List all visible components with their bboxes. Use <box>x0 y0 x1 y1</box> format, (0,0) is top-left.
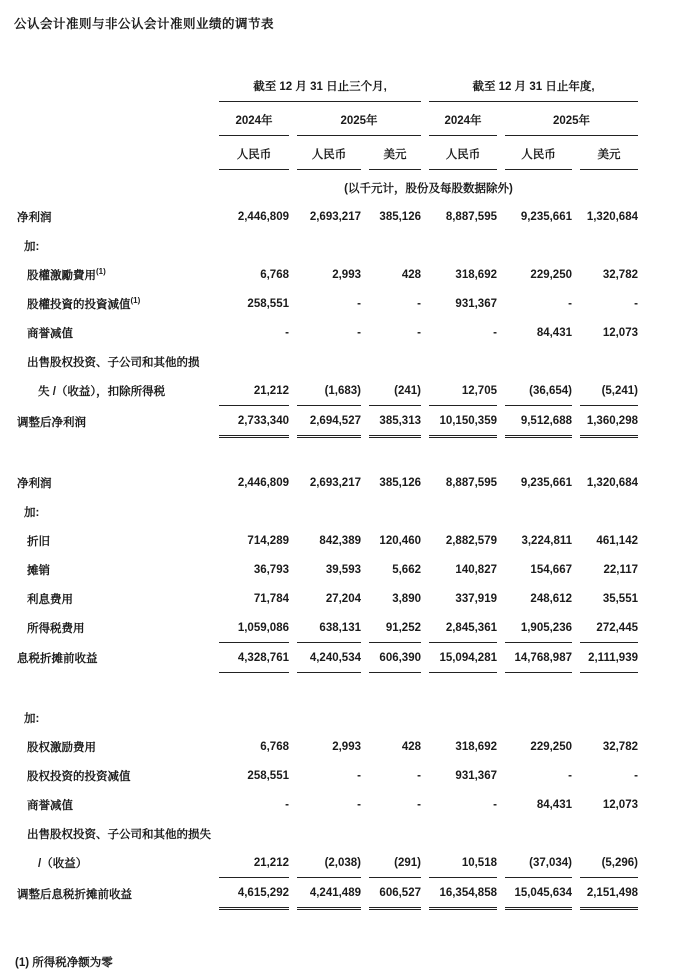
value-cell: 461,142 <box>596 534 638 547</box>
value-cell: 16,354,858 <box>429 878 497 910</box>
value-cell: 9,512,688 <box>505 406 572 438</box>
row-label: 失 /（收益），扣除所得税 <box>38 386 166 398</box>
value-cell: - <box>493 798 497 811</box>
value-cell: 5,662 <box>392 563 421 576</box>
value-cell: 36,793 <box>253 563 289 576</box>
row-label: 折旧 <box>27 535 50 548</box>
value-cell <box>429 819 497 848</box>
value-cell: 8,887,595 <box>445 210 497 223</box>
value-cell: 12,073 <box>602 798 638 811</box>
value-cell: 337,919 <box>455 592 497 605</box>
value-cell: 2,993 <box>332 268 361 281</box>
value-cell: (241) <box>369 376 421 406</box>
value-cell: 2,733,340 <box>219 406 289 438</box>
value-cell <box>429 347 497 376</box>
row-label: 股權激勵費用$^{(1)}$ <box>27 266 106 282</box>
value-cell: - <box>568 769 572 782</box>
value-cell <box>580 703 638 732</box>
row-label: 出售股权投资、子公司和其他的损失 <box>27 828 211 841</box>
value-cell: 2,446,809 <box>237 476 289 489</box>
value-cell: 385,313 <box>369 406 421 438</box>
value-cell: (1,683) <box>297 376 361 406</box>
year-header: 2025年 <box>505 102 638 136</box>
value-cell: (291) <box>369 848 421 878</box>
value-cell: (5,296) <box>580 848 638 878</box>
value-cell <box>297 231 361 260</box>
row-label: 净利润 <box>17 211 52 224</box>
currency-header: 人民币 <box>505 136 572 170</box>
value-cell: 15,094,281 <box>429 643 497 673</box>
value-cell: 842,389 <box>319 534 361 547</box>
value-cell: - <box>357 798 361 811</box>
row-label: 股權投資的投資減值$^{(1)}$ <box>27 295 141 311</box>
value-cell: 8,887,595 <box>445 476 497 489</box>
value-cell: 21,212 <box>219 376 289 406</box>
value-cell <box>505 497 572 526</box>
value-cell <box>219 703 289 732</box>
value-cell: 2,111,939 <box>580 643 638 673</box>
value-cell <box>505 231 572 260</box>
value-cell: 9,235,661 <box>520 476 572 489</box>
value-cell <box>369 497 421 526</box>
currency-header: 美元 <box>369 136 421 170</box>
value-cell <box>505 819 572 848</box>
year-header: 2024年 <box>429 102 497 136</box>
value-cell: (37,034) <box>505 848 572 878</box>
value-cell <box>580 347 638 376</box>
value-cell <box>297 819 361 848</box>
row-label: 净利润 <box>17 477 52 490</box>
value-cell: - <box>417 326 421 339</box>
value-cell <box>580 819 638 848</box>
value-cell: 2,993 <box>332 740 361 753</box>
currency-header: 美元 <box>580 136 638 170</box>
value-cell: 6,768 <box>260 740 289 753</box>
value-cell: - <box>634 769 638 782</box>
value-cell: 258,551 <box>247 769 289 782</box>
value-cell: 9,235,661 <box>520 210 572 223</box>
value-cell: 140,827 <box>455 563 497 576</box>
value-cell: 2,845,361 <box>429 613 497 643</box>
value-cell <box>429 703 497 732</box>
value-cell: 1,320,684 <box>586 210 638 223</box>
row-label: 股权激励费用 <box>27 741 96 754</box>
value-cell: 91,252 <box>369 613 421 643</box>
value-cell: - <box>357 297 361 310</box>
value-cell: - <box>357 769 361 782</box>
value-cell: 248,612 <box>530 592 572 605</box>
value-cell: 385,126 <box>379 476 421 489</box>
row-label: 息税折摊前收益 <box>17 653 98 665</box>
value-cell: 120,460 <box>379 534 421 547</box>
value-cell: 2,882,579 <box>445 534 497 547</box>
value-cell: - <box>285 798 289 811</box>
value-cell: 12,705 <box>429 376 497 406</box>
value-cell: 318,692 <box>455 740 497 753</box>
value-cell: 272,445 <box>580 613 638 643</box>
value-cell <box>369 231 421 260</box>
value-cell <box>219 497 289 526</box>
value-cell: - <box>634 297 638 310</box>
value-cell: - <box>568 297 572 310</box>
value-cell: - <box>417 769 421 782</box>
reconciliation-table <box>6 68 646 910</box>
footnote: (1) 所得税净额为零 <box>15 957 113 969</box>
value-cell: 14,768,987 <box>505 643 572 673</box>
value-cell: 3,890 <box>392 592 421 605</box>
row-label: 加: <box>24 506 40 519</box>
value-cell: 35,551 <box>602 592 638 605</box>
value-cell <box>580 231 638 260</box>
table-body <box>14 202 638 910</box>
value-cell: (5,241) <box>580 376 638 406</box>
value-cell: - <box>493 326 497 339</box>
value-cell: 1,059,086 <box>219 613 289 643</box>
value-cell <box>369 819 421 848</box>
period-group-header: 截至 12 月 31 日止三个月, <box>219 68 421 102</box>
value-cell <box>505 347 572 376</box>
value-cell <box>369 347 421 376</box>
row-label: /（收益） <box>38 858 88 870</box>
value-cell <box>219 819 289 848</box>
year-header: 2025年 <box>297 102 421 136</box>
value-cell: 6,768 <box>260 268 289 281</box>
value-cell <box>505 703 572 732</box>
value-cell: 22,117 <box>603 563 638 576</box>
value-cell: 2,446,809 <box>237 210 289 223</box>
row-label: 调整后息税折摊前收益 <box>17 889 132 901</box>
section-spacer <box>14 438 638 468</box>
value-cell: 428 <box>401 268 421 281</box>
value-cell <box>429 497 497 526</box>
year-header: 2024年 <box>219 102 289 136</box>
value-cell: 931,367 <box>455 769 497 782</box>
value-cell: 2,693,217 <box>309 210 361 223</box>
row-label: 股权投资的投资减值 <box>27 770 131 783</box>
row-label: 所得税费用 <box>27 623 85 635</box>
value-cell: 638,131 <box>297 613 361 643</box>
section-spacer <box>14 673 638 703</box>
row-label: 商誉减值 <box>27 327 73 340</box>
value-cell <box>369 703 421 732</box>
value-cell: 258,551 <box>247 297 289 310</box>
value-cell: 27,204 <box>325 592 361 605</box>
value-cell: 714,289 <box>247 534 289 547</box>
value-cell <box>219 231 289 260</box>
value-cell: 385,126 <box>379 210 421 223</box>
value-cell: 4,615,292 <box>219 878 289 910</box>
value-cell: 318,692 <box>455 268 497 281</box>
row-label: 出售股权投资、子公司和其他的损 <box>27 356 200 369</box>
value-cell: 154,667 <box>530 563 572 576</box>
value-cell <box>580 497 638 526</box>
value-cell: 21,212 <box>219 848 289 878</box>
unit-note: (以千元计，股份及每股数据除外) <box>344 183 513 195</box>
value-cell: 1,905,236 <box>505 613 572 643</box>
table-header <box>14 68 638 202</box>
value-cell: - <box>357 326 361 339</box>
currency-header: 人民币 <box>297 136 361 170</box>
value-cell: 32,782 <box>602 268 638 281</box>
value-cell: 71,784 <box>253 592 289 605</box>
value-cell: 3,224,811 <box>521 534 572 547</box>
value-cell: 606,390 <box>369 643 421 673</box>
row-label: 商誉减值 <box>27 799 73 812</box>
value-cell: 10,150,359 <box>429 406 497 438</box>
value-cell: 1,320,684 <box>586 476 638 489</box>
value-cell: (2,038) <box>297 848 361 878</box>
value-cell: 428 <box>401 740 421 753</box>
value-cell: 84,431 <box>536 798 572 811</box>
currency-header: 人民币 <box>429 136 497 170</box>
value-cell: - <box>285 326 289 339</box>
value-cell: 4,241,489 <box>297 878 361 910</box>
value-cell: 229,250 <box>530 268 572 281</box>
period-group-header: 截至 12 月 31 日止年度, <box>429 68 638 102</box>
value-cell: 2,693,217 <box>309 476 361 489</box>
value-cell: 12,073 <box>602 326 638 339</box>
value-cell: - <box>417 798 421 811</box>
value-cell: 2,151,498 <box>580 878 638 910</box>
value-cell: 606,527 <box>369 878 421 910</box>
value-cell: 84,431 <box>536 326 572 339</box>
value-cell: 39,593 <box>325 563 361 576</box>
value-cell <box>297 497 361 526</box>
footnote-marker: (1) <box>130 295 141 305</box>
value-cell: 4,328,761 <box>219 643 289 673</box>
value-cell: 1,360,298 <box>580 406 638 438</box>
row-label: 利息费用 <box>27 593 73 606</box>
footnote-marker: (1) <box>96 266 106 276</box>
value-cell: - <box>417 297 421 310</box>
value-cell: 32,782 <box>602 740 638 753</box>
value-cell: 10,518 <box>429 848 497 878</box>
value-cell <box>297 703 361 732</box>
value-cell: 931,367 <box>455 297 497 310</box>
row-label: 调整后净利润 <box>17 417 86 429</box>
value-cell: 229,250 <box>530 740 572 753</box>
value-cell: 4,240,534 <box>297 643 361 673</box>
value-cell <box>219 347 289 376</box>
value-cell: 2,694,527 <box>297 406 361 438</box>
row-label: 加: <box>24 240 40 253</box>
row-label: 加: <box>24 712 40 725</box>
value-cell <box>297 347 361 376</box>
row-label: 摊销 <box>27 564 50 577</box>
currency-header: 人民币 <box>219 136 289 170</box>
page-title: 公认会计准则与非公认会计准则业绩的调节表 <box>14 17 275 31</box>
value-cell: (36,654) <box>505 376 572 406</box>
value-cell <box>429 231 497 260</box>
value-cell: 15,045,634 <box>505 878 572 910</box>
